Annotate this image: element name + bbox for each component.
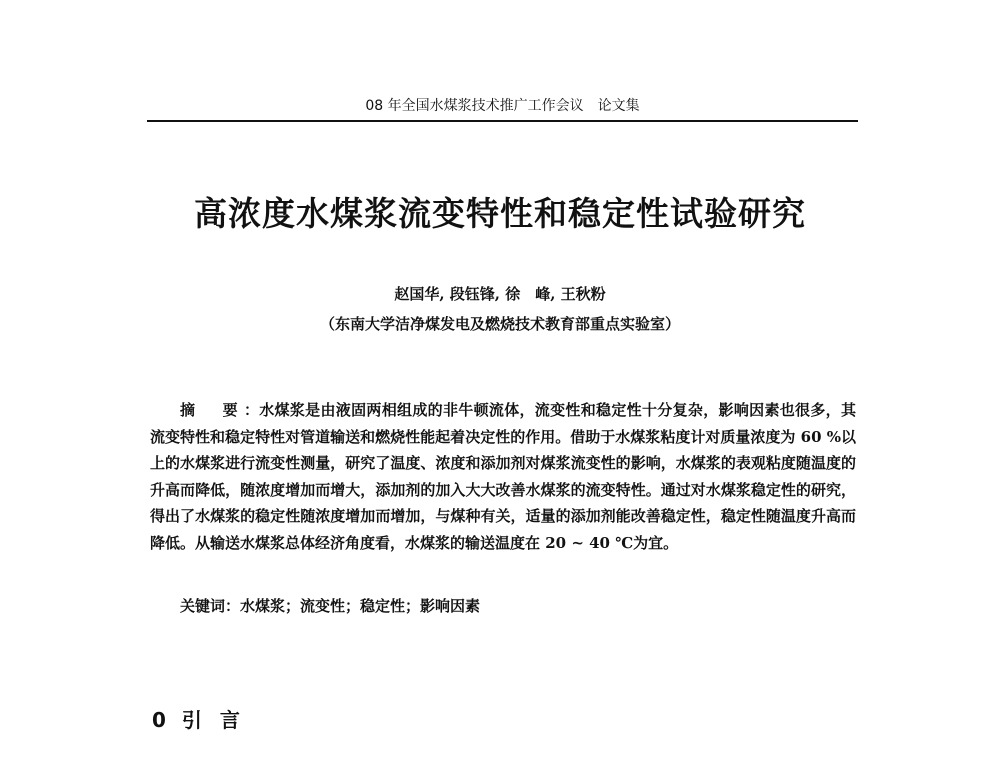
section-heading — [152, 707, 258, 733]
keywords-label: 关键词 — [180, 597, 226, 615]
section-number: 0 — [152, 708, 166, 732]
section-title: 引言 — [181, 708, 258, 732]
keywords-text: ：水煤浆；流变性；稳定性；影响因素 — [225, 597, 481, 615]
affiliation: （东南大学洁净煤发电及燃烧技术教育部重点实验室） — [319, 315, 680, 333]
abstract — [150, 397, 856, 556]
header-rule — [147, 120, 858, 122]
abstract-text: ：水煤浆是由液固两相组成的非牛顿流体，流变性和稳定性十分复杂，影响因素也很多，其流变特性和稳定特性对管道输送和燃烧性能起着决定性的作用。借助于水煤浆粘度计对质量浓度为 60 %以上的水煤浆进行流变性测量，研究了温度、浓度和添加剂对煤浆流变性的影响，水煤浆的表观粘度随温度的升高而降低，随浓度增加而增大，添加剂的加入大大改善水煤浆的流变特性。通过对水煤浆稳定性的研究，得出了水煤浆的稳定性随浓度增加而增加，与煤种有关，适量的添加剂能改善稳定性，稳定性随温度升高而降低。从输送水煤浆总体经济角度看，水煤浆的输送温度在 20 ~ 40 ℃为宜。 — [150, 401, 856, 552]
keywords — [180, 595, 856, 617]
author-list: 赵国华, 段钰锋, 徐 峰, 王秋粉 — [394, 285, 606, 303]
paper-title: 高浓度水煤浆流变特性和稳定性试验研究 — [194, 194, 806, 233]
running-header: 08 年全国水煤浆技术推广工作会议 论文集 — [365, 98, 640, 114]
abstract-label: 摘 要 — [180, 401, 244, 419]
